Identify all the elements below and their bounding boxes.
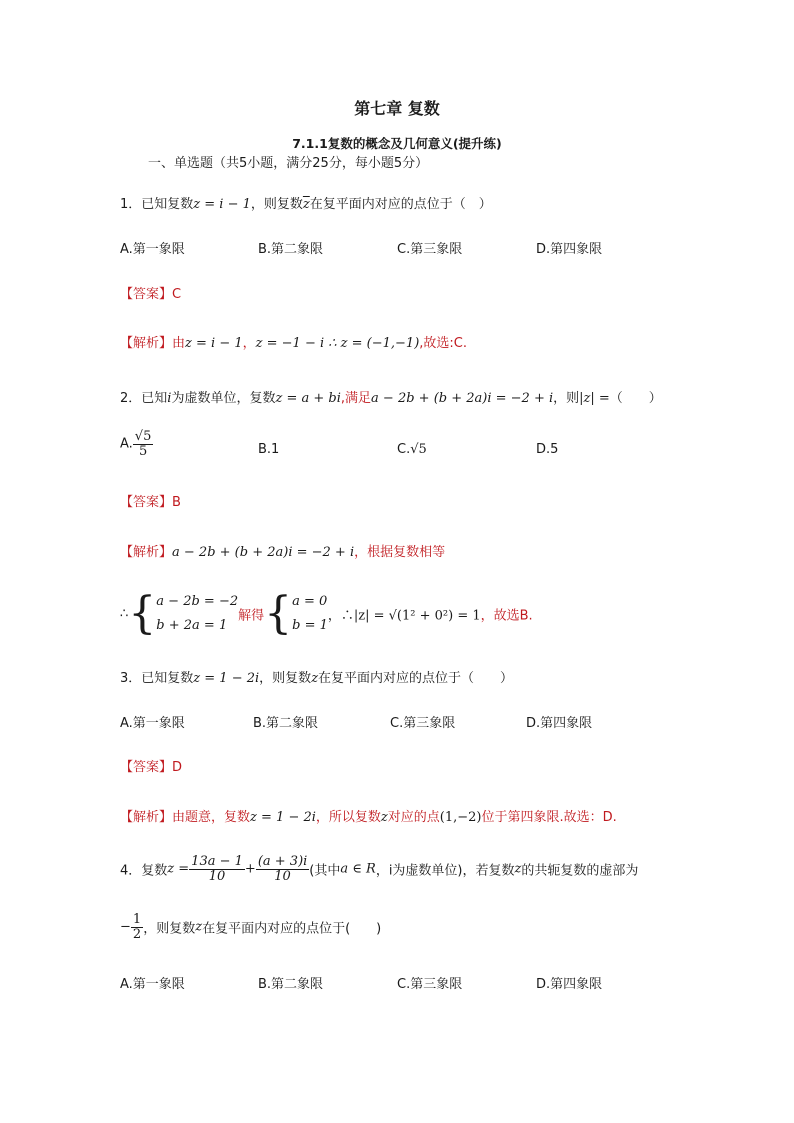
option-a: A.第一象限 — [120, 242, 185, 257]
fraction: $\frac{1}{2}$ — [132, 912, 142, 942]
math-expression: z = i − 1 — [193, 197, 251, 212]
answer-line — [120, 756, 182, 775]
answer-value: B — [172, 495, 181, 510]
option-c: C.√5 — [397, 442, 427, 457]
analysis-line: 【解析】由z = i − 1，z = −1 − i ∴ z = (−1,−1),故选:C. — [120, 336, 468, 351]
option-c: C.第三象限 — [397, 242, 463, 257]
question-4: 4．复数z = $\frac{13a - 1}{10}$ + $\frac{(a + 3)i}{10}$ (其中a ∈ R，i为虚数单位)，若复数z的共轭复数的虚部为 — [120, 854, 639, 884]
answer-value: D — [172, 760, 183, 775]
answer-tag: 【答案】 — [120, 760, 173, 775]
math-conjugate: $\overline{z}$ — [302, 197, 310, 212]
option-c: C.第三象限 — [390, 716, 456, 731]
analysis-tag: 【解析】 — [120, 810, 173, 825]
fraction: $\frac{(a + 3)i}{10}$ — [257, 854, 308, 884]
option-b: B.第二象限 — [258, 242, 324, 257]
answer-line — [120, 283, 181, 302]
option-b: B.1 — [258, 442, 280, 457]
answer-tag: 【答案】 — [120, 287, 173, 302]
fraction: $\frac{13a - 1}{10}$ — [191, 854, 243, 884]
option-c: C.第三象限 — [397, 977, 463, 992]
question-1: 1．已知复数z = i − 1，则复数$\overline{z}$在复平面内对应的点位于（ ） — [120, 197, 492, 212]
answer-tag: 【答案】 — [120, 495, 173, 510]
question-2: 2．已知i为虚数单位，复数z = a + bi,满足a − 2b + (b + 2a)i = −2 + i，则|z| =（ ） — [120, 391, 662, 406]
option-b: B.第二象限 — [253, 716, 319, 731]
question-number: 4． — [120, 863, 142, 879]
analysis-tag: 【解析】 — [120, 545, 173, 560]
fraction: $\frac{√5}{5}$ — [134, 429, 152, 459]
question-number: 3． — [120, 671, 142, 686]
option-d: D.5 — [536, 442, 559, 457]
analysis-line: 【解析】由题意，复数z = 1 − 2i，所以复数z对应的点(1,−2)位于第四象限.故选：D. — [120, 810, 617, 825]
option-a: A.第一象限 — [120, 716, 185, 731]
question-number: 1． — [120, 197, 142, 212]
question-number: 2． — [120, 391, 142, 406]
option-d: D.第四象限 — [536, 242, 603, 257]
option-d: D.第四象限 — [536, 977, 603, 992]
solution-system: ∴{ a − 2b = −2 b + 2a = 1 解得{ a = 0 b = 1 ，∴|z| = √(1² + 0²) = 1，故选B. — [120, 588, 533, 639]
option-b: B.第二象限 — [258, 977, 324, 992]
question-4-continued: − $\frac{1}{2}$ ，则复数z在复平面内对应的点位于( ) — [120, 912, 382, 942]
section-heading: 一、单选题（共5小题，满分25分，每小题5分） — [148, 156, 429, 171]
question-3: 3．已知复数z = 1 − 2i，则复数z在复平面内对应的点位于（ ） — [120, 671, 514, 686]
page-title: 第七章 复数 — [354, 99, 440, 118]
answer-line — [120, 491, 181, 510]
option-a: A.第一象限 — [120, 977, 185, 992]
option-d: D.第四象限 — [526, 716, 593, 731]
question-text: 已知复数 — [141, 197, 194, 212]
analysis-line: 【解析】a − 2b + (b + 2a)i = −2 + i，根据复数相等 — [120, 545, 446, 560]
answer-value: C — [172, 287, 182, 302]
analysis-tag: 【解析】 — [120, 336, 173, 351]
section-subtitle: 7.1.1复数的概念及几何意义(提升练) — [292, 136, 502, 151]
option-a: A. $\frac{√5}{5}$ — [120, 429, 152, 459]
